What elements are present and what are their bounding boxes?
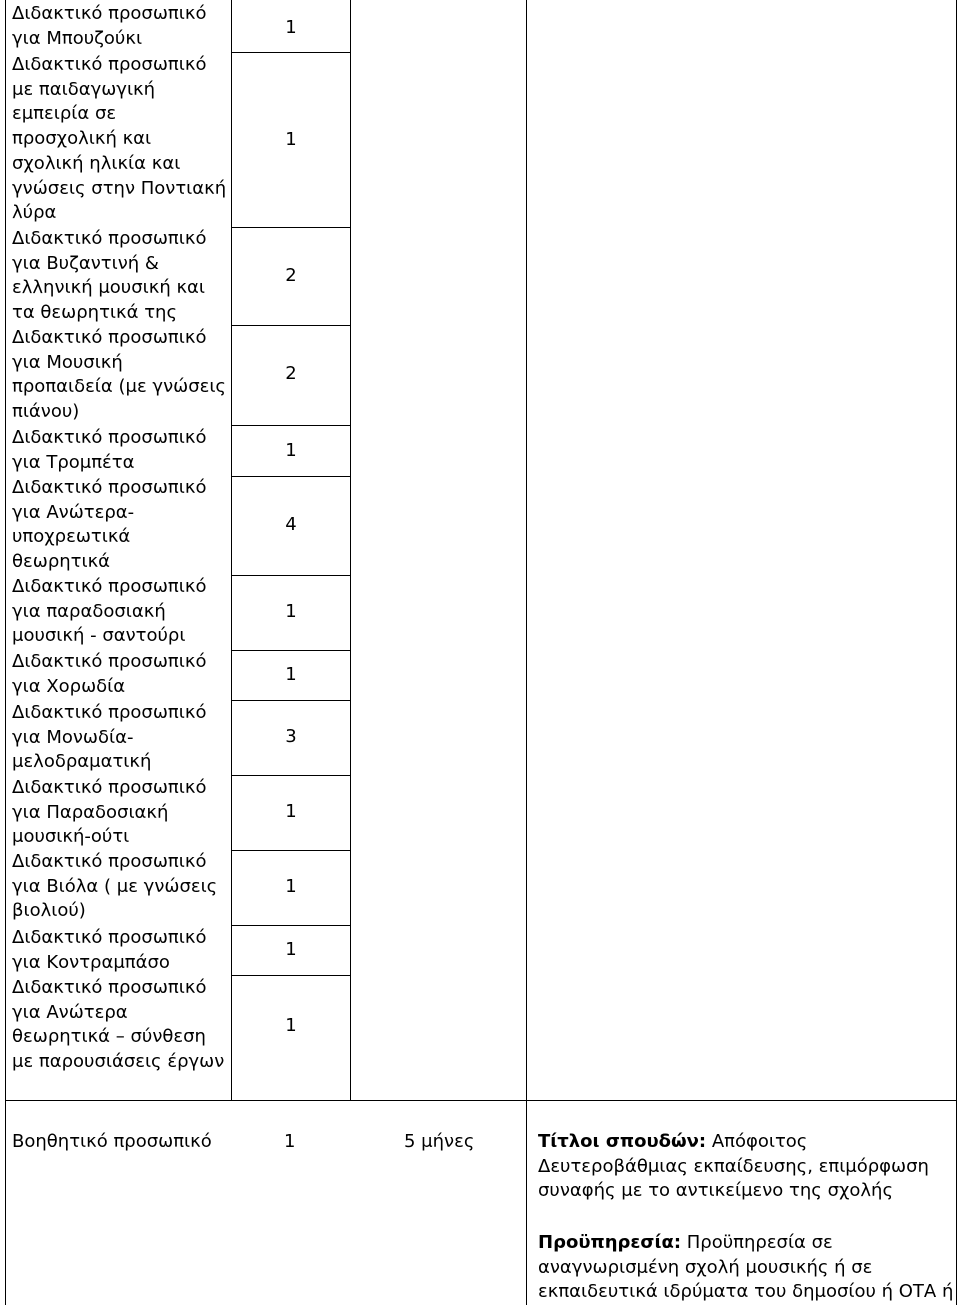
requirement-label: Τίτλοι σπουδών: [538, 1131, 707, 1152]
staff-role-line: θεωρητικά [12, 551, 111, 573]
staff-count-cell: 1 [285, 664, 297, 685]
staff-role-line: για Κοντραμπάσο [12, 951, 170, 973]
staff-count-cell: 1 [285, 601, 297, 622]
staff-role-line: βιολιού) [12, 900, 86, 922]
row-divider [231, 227, 351, 228]
staff-role-line: τα θεωρητικά της [12, 302, 178, 324]
staff-count-cell: 4 [285, 514, 297, 535]
staff-role-line: μελοδραματική [12, 751, 152, 773]
staff-role-line: Διδακτικό προσωπικό [12, 327, 207, 348]
table-border-left [5, 0, 6, 1305]
requirement-first-line [538, 1130, 929, 1155]
staff-role-line: υποχρεωτικά [12, 526, 131, 548]
staff-role-line: με παρουσιάσεις έργων [12, 1051, 225, 1073]
staff-count-cell: 2 [285, 363, 297, 384]
staff-role-line: Διδακτικό προσωπικό [12, 777, 207, 798]
staff-role-line: Διδακτικό προσωπικό [12, 851, 207, 872]
staff-count-cell: 1 [285, 939, 297, 960]
staff-count-cell: 2 [285, 265, 297, 286]
staff-count-cell: 1 [285, 801, 297, 822]
staff-role-line: λύρα [12, 202, 57, 224]
row-divider [231, 575, 351, 576]
staff-role-cell [12, 2, 230, 51]
staff-role-line: πιάνου) [12, 401, 80, 423]
staff-role-line: για Μουσική [12, 351, 123, 373]
staff-role-line: για Ανώτερα- [12, 501, 135, 523]
row-divider [231, 700, 351, 701]
staff-role-line: Διδακτικό προσωπικό [12, 427, 207, 448]
staff-role-cell [12, 701, 230, 775]
requirement-text: Δευτεροβάθμιας εκπαίδευσης, επιμόρφωση [538, 1155, 929, 1177]
staff-role-line: Διδακτικό προσωπικό [12, 927, 207, 948]
assistant-count-cell: 1 [284, 1131, 296, 1152]
staff-role-line: για παραδοσιακή [12, 600, 166, 622]
staff-role-line: ελληνική μουσική και [12, 277, 206, 299]
row-divider [231, 52, 351, 53]
row-divider [231, 650, 351, 651]
requirement-label: Προϋπηρεσία: [538, 1232, 682, 1253]
staff-role-line: προπαιδεία (με γνώσεις [12, 376, 226, 398]
staff-role-line: για Χορωδία [12, 675, 126, 697]
staff-role-cell [12, 227, 230, 326]
requirement-text: Προϋπηρεσία σε [686, 1232, 833, 1253]
staff-count-cell: 1 [285, 17, 297, 38]
staff-count-cell: 1 [285, 1015, 297, 1036]
staff-role-line: εμπειρία σε [12, 103, 117, 125]
requirement-text: συναφής με το αντικείμενο της σχολής [538, 1180, 894, 1202]
staff-role-line: Διδακτικό προσωπικό [12, 3, 207, 24]
staff-count-cell: 1 [285, 129, 297, 150]
staff-role-cell [12, 650, 230, 699]
staff-role-cell [12, 926, 230, 975]
staff-role-line: σχολική ηλικία και [12, 152, 181, 174]
staff-role-cell [12, 575, 230, 649]
staff-role-line: Διδακτικό προσωπικό [12, 477, 207, 498]
staff-role-line: Διδακτικό προσωπικό [12, 977, 207, 998]
staff-role-cell [12, 53, 230, 226]
staff-role-line: θεωρητικά – σύνθεση [12, 1026, 206, 1048]
row-divider [231, 775, 351, 776]
staff-role-line: για Μπουζούκι [12, 27, 143, 49]
row-divider [231, 975, 351, 976]
staff-role-cell [12, 426, 230, 475]
staff-role-line: για Ανώτερα [12, 1001, 128, 1023]
staff-role-cell [12, 850, 230, 924]
staff-role-line: μουσική - σαντούρι [12, 625, 186, 647]
requirement-first-line [538, 1231, 953, 1256]
staff-role-line: για Παραδοσιακή [12, 801, 169, 823]
staff-role-cell [12, 776, 230, 850]
staff-role-line: Διδακτικό προσωπικό [12, 651, 207, 672]
requirement-text: εκπαιδευτικά ιδρύματα του δημοσίου ή ΟΤΑ ή [538, 1281, 954, 1303]
staff-count-cell: 1 [285, 876, 297, 897]
staff-role-line: Διδακτικό προσωπικό [12, 702, 207, 723]
requirement-experience [538, 1231, 953, 1305]
staff-role-line: για Τρομπέτα [12, 451, 135, 473]
table-border-col3 [350, 0, 351, 1100]
row-divider [231, 850, 351, 851]
staff-role-line: για Βυζαντινή & [12, 252, 159, 274]
staff-role-cell [12, 976, 230, 1075]
staff-role-line: για Μονωδία- [12, 726, 134, 748]
staff-role-line: Διδακτικό προσωπικό [12, 576, 207, 597]
requirement-education [538, 1130, 929, 1204]
staff-role-cell [12, 476, 230, 575]
staff-count-cell: 1 [285, 440, 297, 461]
staff-role-line: με παιδαγωγική [12, 78, 156, 100]
staff-role-line: Διδακτικό προσωπικό [12, 54, 207, 75]
assistant-role-cell: Βοηθητικό προσωπικό [12, 1131, 212, 1152]
row-divider [231, 476, 351, 477]
staff-role-cell [12, 326, 230, 425]
staff-role-line: μουσική-ούτι [12, 826, 130, 848]
row-divider [231, 925, 351, 926]
table-border-col2 [231, 0, 232, 1100]
staff-role-line: Διδακτικό προσωπικό [12, 228, 207, 249]
requirement-text: Απόφοιτος [711, 1131, 808, 1152]
requirement-text: αναγνωρισμένη σχολή μουσικής ή σε [538, 1256, 873, 1278]
assistant-duration-cell: 5 μήνες [404, 1131, 475, 1152]
staff-role-line: για Βιόλα ( με γνώσεις [12, 875, 218, 897]
table-border-right [956, 0, 957, 1305]
row-divider [231, 425, 351, 426]
table-section-divider [5, 1100, 957, 1101]
staff-count-cell: 3 [285, 726, 297, 747]
staff-role-line: γνώσεις στην Ποντιακή [12, 177, 227, 199]
staff-role-line: προσχολική και [12, 128, 152, 150]
table-border-col4 [526, 0, 527, 1305]
row-divider [231, 325, 351, 326]
